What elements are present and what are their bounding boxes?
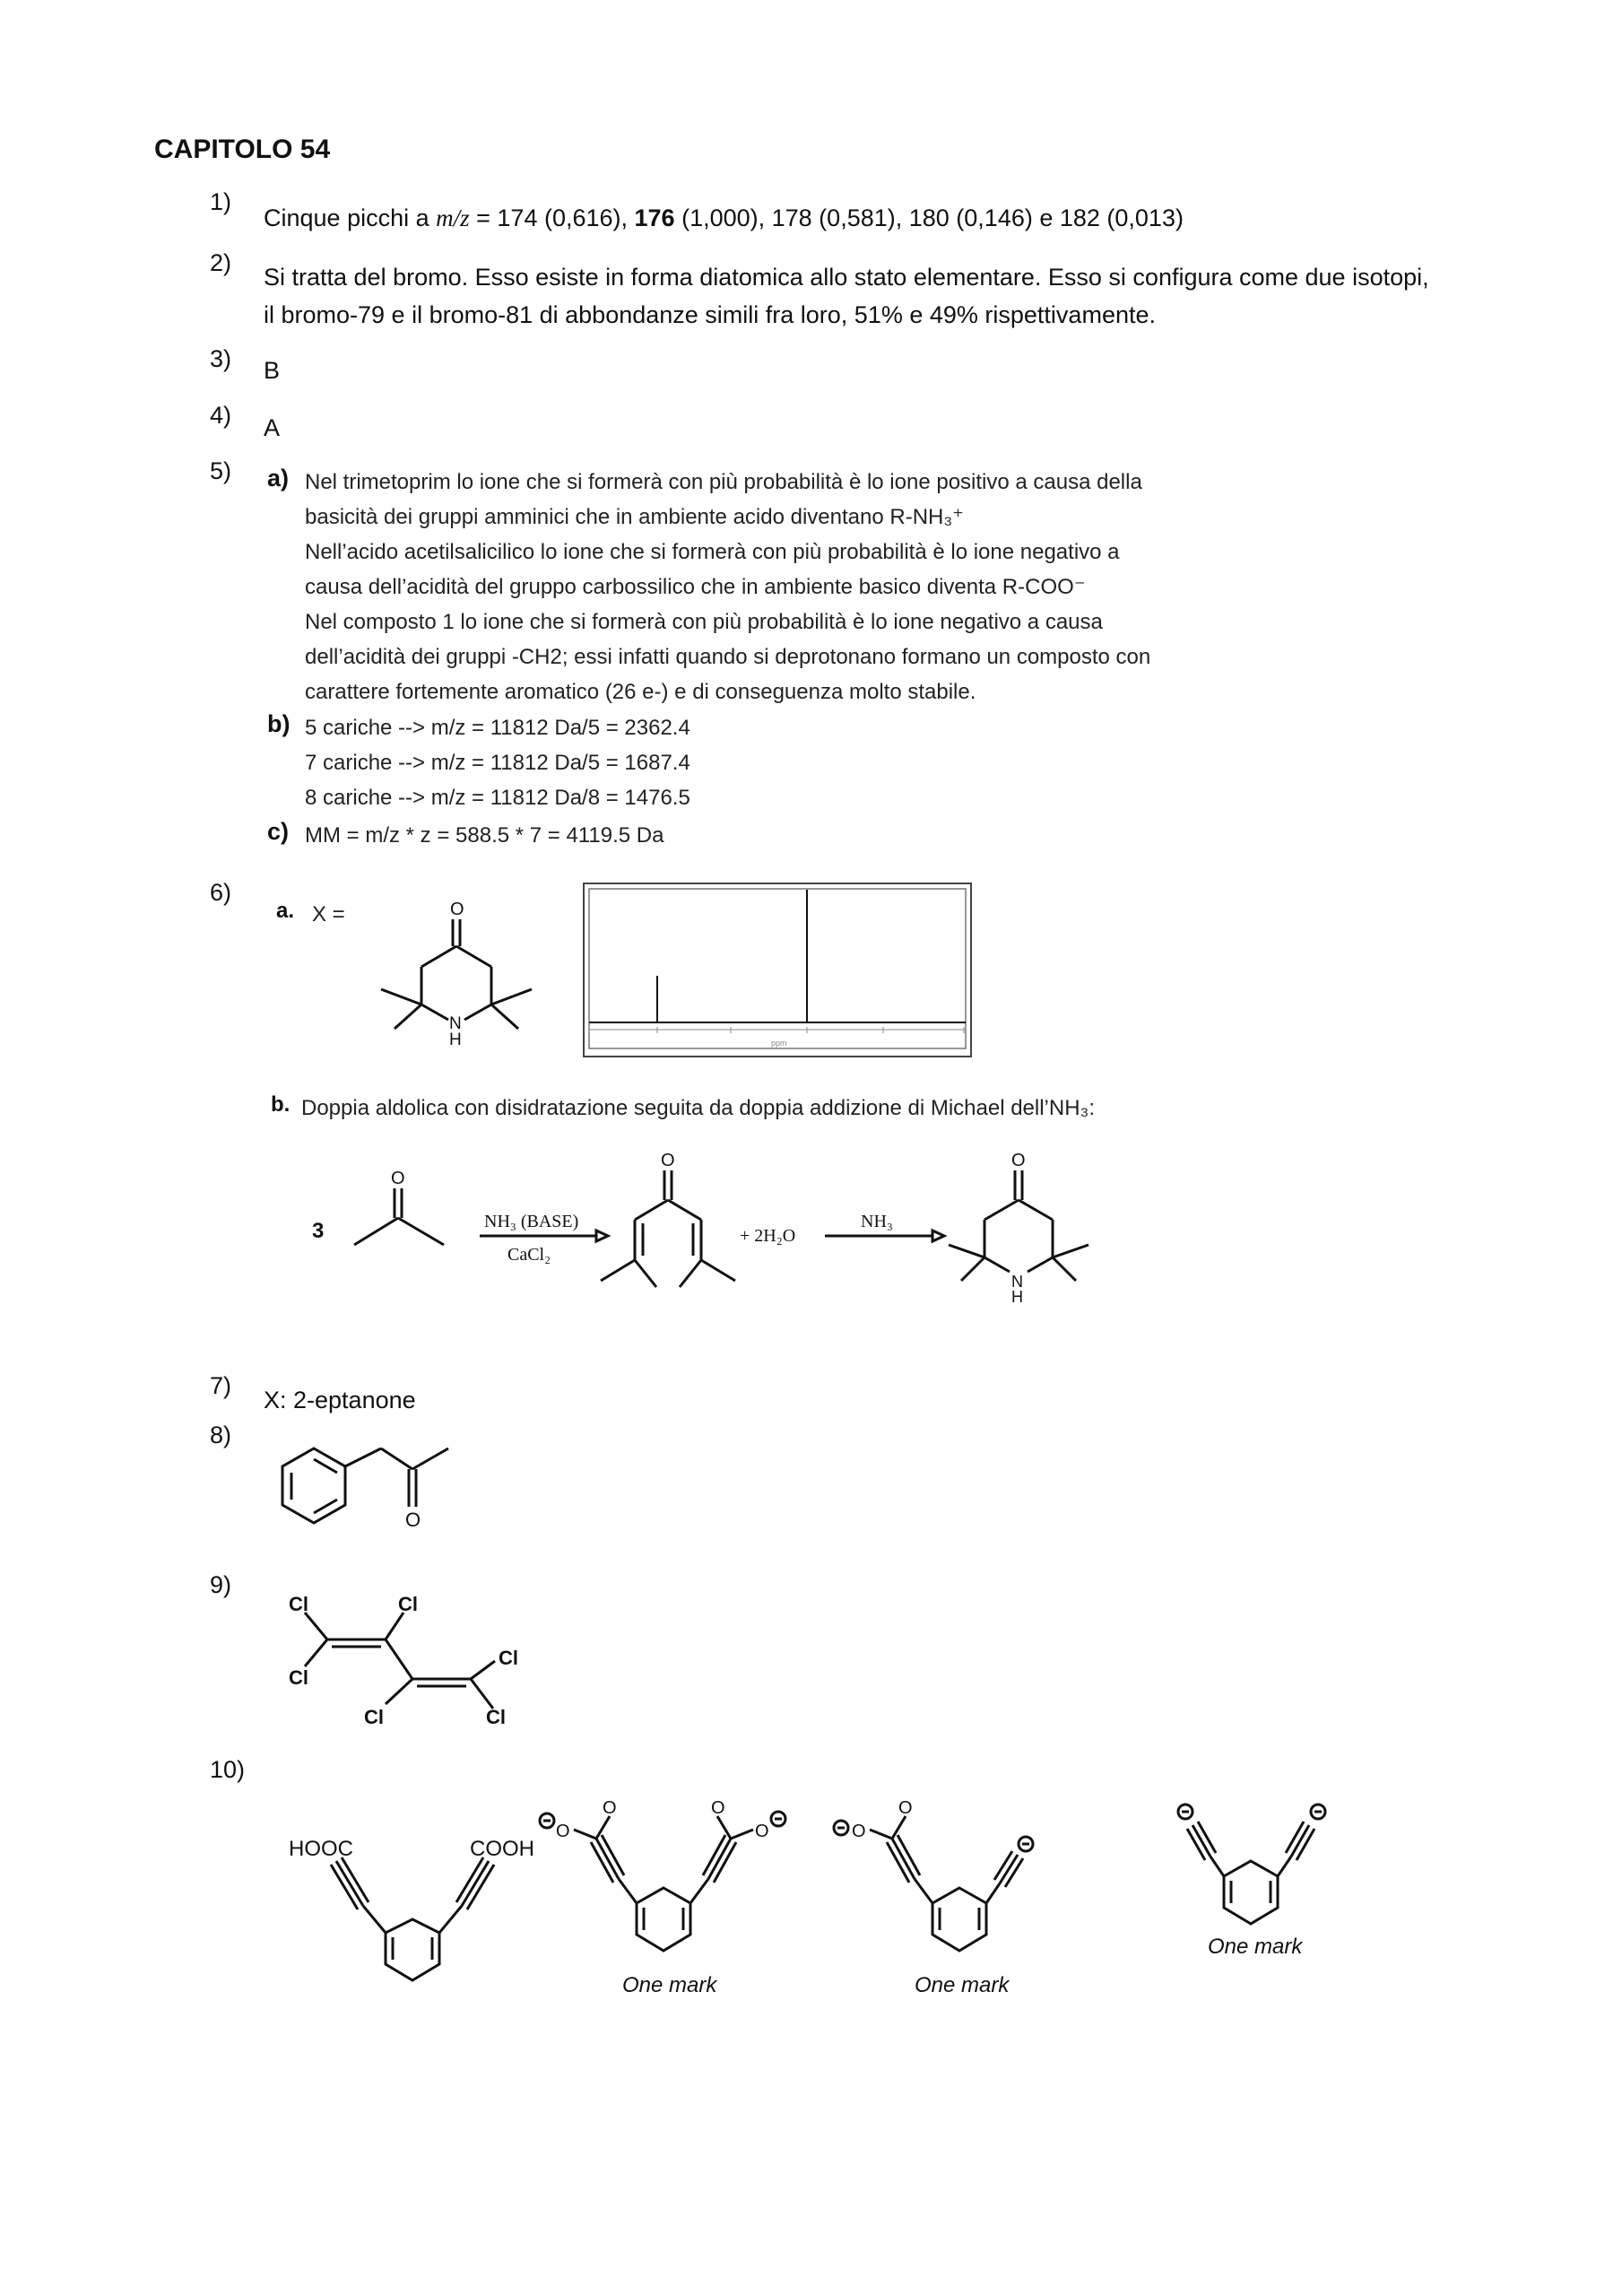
- carboxylate-acetylide-structure: [834, 1798, 1033, 1997]
- atom-O: O: [391, 1169, 405, 1188]
- answer-1-bold: 176: [634, 204, 675, 231]
- answer-6a-text: X =: [312, 902, 345, 926]
- atom-O: O: [852, 1822, 866, 1841]
- question-number-3: 3): [210, 345, 232, 372]
- atom-Cl: Cl: [364, 1706, 384, 1728]
- answer-2: [264, 258, 1429, 334]
- atom-O: O: [450, 900, 464, 919]
- atom-O: O: [755, 1822, 769, 1841]
- question-number-7: 7): [210, 1372, 232, 1399]
- answer-5b-line: 7 cariche --> m/z = 11812 Da/5 = 1687.4: [305, 751, 690, 775]
- answer-5a-line: dell’acidità dei gruppi -CH2; essi infatti quando si deprotonano formano un composto con: [305, 645, 1151, 669]
- reagent-cacl2: CaCl₂: [507, 1245, 551, 1265]
- atom-O: O: [556, 1822, 570, 1841]
- answer-6a-label: a.: [276, 899, 295, 923]
- atom-O: O: [405, 1509, 421, 1531]
- nmr-spectrum: [578, 879, 991, 1063]
- atom-Cl: Cl: [289, 1593, 308, 1615]
- diacid-structures: [278, 1776, 1408, 2018]
- answer-5a-line: Nel trimetoprim lo ione che si formerà con più probabilità è lo ione positivo a causa della: [305, 470, 1142, 494]
- atom-Cl: Cl: [398, 1593, 418, 1615]
- answer-5a-line: Nell’acido acetilsalicilico lo ione che si formerà con più probabilità è lo ione negativo a: [305, 540, 1120, 564]
- answer-1: [264, 199, 1184, 237]
- chapter-title: CAPITOLO 54: [154, 135, 331, 164]
- answer-5b-line: 8 cariche --> m/z = 11812 Da/8 = 1476.5: [305, 786, 690, 810]
- answer-5c-label: c): [267, 818, 290, 845]
- atom-N: N: [1011, 1273, 1023, 1291]
- piperidone-structure: [368, 883, 547, 1063]
- answer-5a-line: causa dell’acidità del gruppo carbossilico che in ambiente basico diventa R-COO⁻: [305, 575, 1086, 599]
- spectrum-axis-label: ppm: [771, 1039, 787, 1048]
- atom-O: O: [603, 1798, 617, 1818]
- answer-1-prefix: Cinque picchi a: [264, 204, 437, 231]
- atom-Cl: Cl: [499, 1647, 518, 1669]
- diacid-structure: [289, 1837, 534, 1980]
- atom-H: H: [1011, 1288, 1023, 1306]
- diacetylide-structure: [1178, 1805, 1325, 1959]
- atom-N: N: [449, 1014, 462, 1033]
- question-number-2: 2): [210, 249, 232, 276]
- answer-6b-text: Doppia aldolica con disidratazione seguita da doppia addizione di Michael dell’NH₃:: [301, 1096, 1095, 1120]
- answer-5a-line: basicità dei gruppi amminici che in ambiente acido diventano R-NH₃⁺: [305, 505, 964, 529]
- cooh-label: COOH: [470, 1837, 534, 1861]
- answer-5b-label: b): [267, 710, 291, 737]
- answer-1-suffix: (1,000), 178 (0,581), 180 (0,146) e 182 (0,013): [674, 204, 1184, 231]
- coefficient: 3: [312, 1219, 325, 1243]
- answer-7: X: 2-eptanone: [264, 1387, 416, 1413]
- reaction-scheme: [305, 1148, 1157, 1327]
- reagent-nh3: NH₃: [861, 1212, 893, 1231]
- answer-2-line-2: il bromo-79 e il bromo-81 di abbondanze simili fra loro, 51% e 49% rispettivamente.: [264, 301, 1156, 328]
- question-number-4: 4): [210, 402, 232, 429]
- answer-5b: [305, 710, 690, 815]
- one-mark-label: One mark: [1208, 1935, 1303, 1959]
- hooc-label: HOOC: [289, 1837, 353, 1861]
- answer-6b-label: b.: [271, 1092, 291, 1117]
- answer-5a-label: a): [267, 465, 290, 491]
- atom-Cl: Cl: [486, 1706, 506, 1728]
- answer-5a: [305, 465, 1150, 709]
- answer-5a-line: carattere fortemente aromatico (26 e-) e di conseguenza molto stabile.: [305, 680, 976, 704]
- answer-5a-line: Nel composto 1 lo ione che si formerà con più probabilità è lo ione negativo a causa: [305, 610, 1103, 634]
- answer-1-mz: m/z: [436, 204, 470, 231]
- water-byproduct: + 2H₂O: [740, 1226, 796, 1246]
- one-mark-label: One mark: [915, 1973, 1010, 1997]
- atom-O: O: [711, 1798, 725, 1818]
- atom-O: O: [661, 1151, 675, 1170]
- question-number-6: 6): [210, 879, 232, 906]
- atom-H: H: [449, 1031, 462, 1049]
- one-mark-label: One mark: [622, 1973, 717, 1997]
- question-number-9: 9): [210, 1571, 232, 1598]
- question-number-10: 10): [210, 1756, 246, 1783]
- question-number-5: 5): [210, 457, 232, 484]
- dicarboxylate-structure: [540, 1798, 785, 1997]
- answer-2-line-1: Si tratta del bromo. Esso esiste in forma diatomica allo stato elementare. Esso si configura come due isotopi,: [264, 264, 1429, 291]
- atom-O: O: [1011, 1151, 1026, 1170]
- answer-3: B: [264, 357, 281, 384]
- hexachlorobutadiene-structure: [269, 1578, 556, 1731]
- answer-4: A: [264, 414, 281, 441]
- phenylacetone-structure: [260, 1426, 529, 1561]
- reagent-nh3-base: NH₃ (BASE): [484, 1212, 579, 1231]
- question-number-1: 1): [210, 188, 232, 215]
- answer-5c: MM = m/z * z = 588.5 * 7 = 4119.5 Da: [305, 823, 664, 848]
- answer-1-eq: = 174 (0,616),: [469, 204, 635, 231]
- answer-5b-line: 5 cariche --> m/z = 11812 Da/5 = 2362.4: [305, 716, 690, 740]
- atom-Cl: Cl: [289, 1666, 308, 1689]
- atom-O: O: [898, 1798, 913, 1818]
- question-number-8: 8): [210, 1422, 232, 1448]
